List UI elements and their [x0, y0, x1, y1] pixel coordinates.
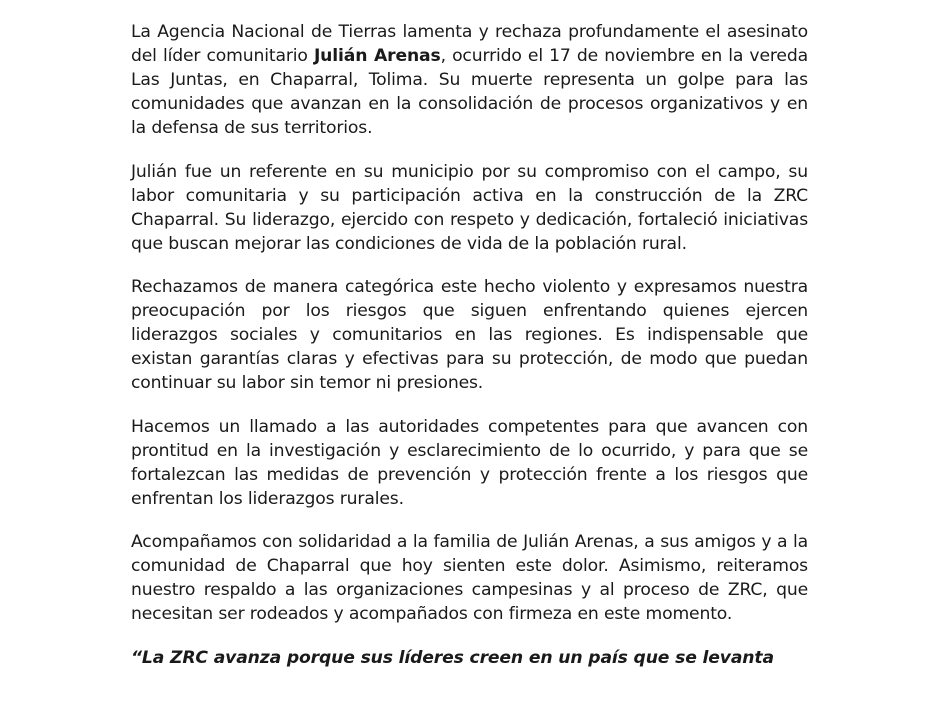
document-body: [131, 20, 808, 670]
paragraph-condolence-statement: [131, 20, 808, 140]
paragraph-text: , ocurrido el 17 de noviembre en la vereda Las Juntas, en Chaparral, Tolima. Su muerte representa un golpe para las comunidades que avanzan en la consolidación de procesos organizativos y en la defensa de sus territorios.: [131, 46, 808, 138]
paragraph-solidarity: Acompañamos con solidaridad a la familia de Julián Arenas, a sus amigos y a la comunidad de Chaparral que hoy sienten este dolor. Asimismo, reiteramos nuestro respaldo a las organizaciones campesinas y al proceso de ZRC, que necesitan ser rodeados y acompañados con firmeza en este momento.: [131, 532, 808, 624]
paragraph-rejection: Rechazamos de manera categórica este hecho violento y expresamos nuestra preocupación por los riesgos que siguen enfrentando quienes ejercen liderazgos sociales y comunitarios en las regiones. Es indispensable que existan garantías claras y efectivas para su protección, de modo que puedan continuar su labor sin temor ni presiones.: [131, 277, 808, 393]
paragraph-leader-profile: Julián fue un referente en su municipio por su compromiso con el campo, su labor comunitaria y su participación activa en la construcción de la ZRC Chaparral. Su liderazgo, ejercido con respeto y dedicación, fortaleció iniciativas que buscan mejorar las condiciones de vida de la población rural.: [131, 161, 808, 254]
paragraph-call-to-authorities: Hacemos un llamado a las autoridades competentes para que avancen con prontitud en la investigación y esclarecimiento de lo ocurrido, y para que se fortalezcan las medidas de prevención y protección frente a los riesgos que enfrentan los liderazgos rurales.: [131, 416, 808, 509]
paragraph-text: La Agencia Nacional de Tierras lamenta y rechaza profundamente el asesinato del líder comunitario: [131, 22, 808, 66]
closing-quote: “La ZRC avanza porque sus líderes creen en un país que se levanta: [131, 647, 774, 668]
leader-name: Julián Arenas: [313, 46, 441, 66]
